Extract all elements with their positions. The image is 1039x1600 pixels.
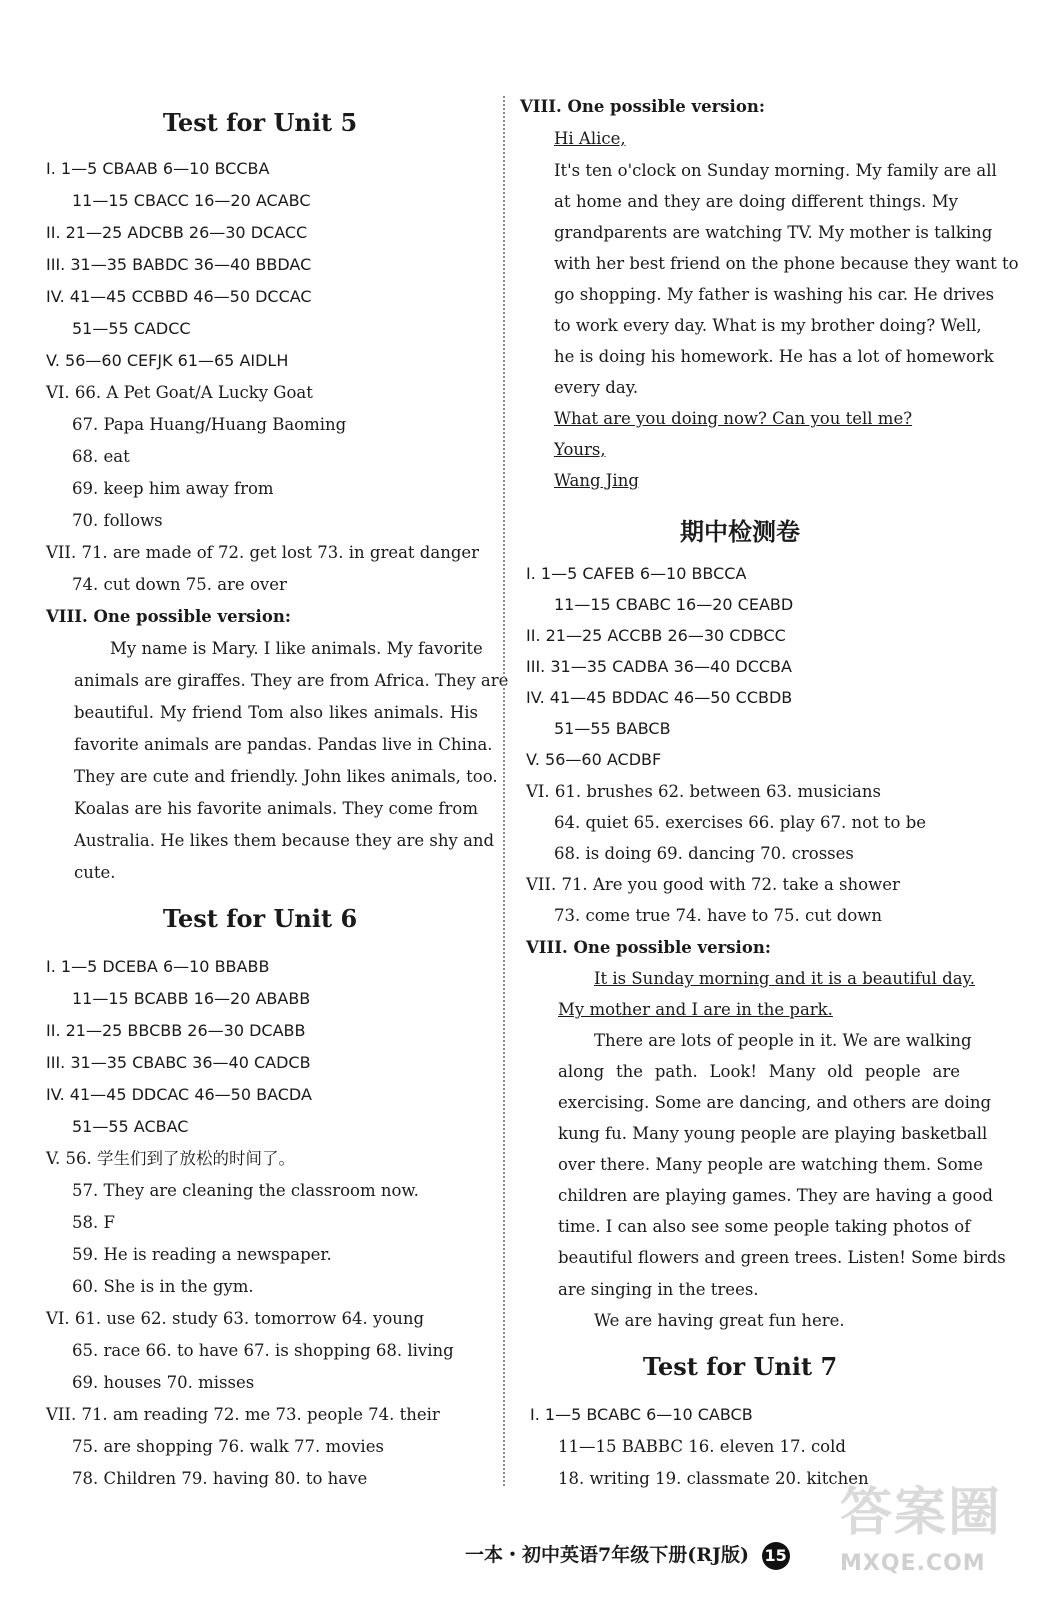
answer-line: 67. Papa Huang/Huang Baoming <box>72 415 347 434</box>
answer-line: 75. are shopping 76. walk 77. movies <box>72 1437 384 1456</box>
essay-line: They are cute and friendly. John likes animals, too. <box>74 767 498 786</box>
answer-line: III. 31—35 CADBA 36—40 DCCBA <box>526 657 792 676</box>
watermark-url: MXQE.COM <box>840 1551 986 1576</box>
letter-line: go shopping. My father is washing his car. He drives <box>554 285 995 304</box>
answer-line: I. 1—5 CAFEB 6—10 BBCCA <box>526 564 747 583</box>
section-label: VIII. One possible version: <box>46 607 291 626</box>
answer-line: V. 56. 学生们到了放松的时间了。 <box>46 1149 296 1168</box>
answer-line: 68. is doing 69. dancing 70. crosses <box>554 844 854 863</box>
answer-line: 11—15 BABBC 16. eleven 17. cold <box>558 1437 846 1456</box>
answer-line: III. 31—35 BABDC 36—40 BBDAC <box>46 255 312 274</box>
essay-line: There are lots of people in it. We are walking <box>594 1031 972 1050</box>
answer-line: II. 21—25 ACCBB 26—30 CDBCC <box>526 626 786 645</box>
answer-line: 70. follows <box>72 511 163 530</box>
answer-line: III. 31—35 CBABC 36—40 CADCB <box>46 1053 311 1072</box>
essay-line: It is Sunday morning and it is a beautiful day. <box>594 969 975 988</box>
answer-line: 69. houses 70. misses <box>72 1373 255 1392</box>
answer-line: 11—15 BCABB 16—20 ABABB <box>72 989 311 1008</box>
watermark-logo: 答案圈 <box>840 1483 1003 1543</box>
essay-line: beautiful flowers and green trees. Listen! Some birds <box>558 1248 1006 1267</box>
letter-line: grandparents are watching TV. My mother is talking <box>554 223 993 242</box>
answer-line: VII. 71. Are you good with 72. take a shower <box>526 875 900 894</box>
essay-line: My name is Mary. I like animals. My favorite <box>110 639 483 658</box>
answer-line: 68. eat <box>72 447 130 466</box>
answer-line: 51—55 BABCB <box>554 719 671 738</box>
essay-line: cute. <box>74 863 116 882</box>
letter-line: What are you doing now? Can you tell me? <box>554 409 913 428</box>
answer-line: VI. 61. use 62. study 63. tomorrow 64. young <box>46 1309 425 1328</box>
answer-line: VI. 66. A Pet Goat/A Lucky Goat <box>46 383 313 402</box>
essay-line: over there. Many people are watching them. Some <box>558 1155 984 1174</box>
unit6-title: Test for Unit 6 <box>162 904 358 933</box>
footer-title: 一本・初中英语7年级下册(RJ版) <box>465 1544 749 1566</box>
answer-line: V. 56—60 CEFJK 61—65 AIDLH <box>46 351 289 370</box>
answer-line: I. 1—5 DCEBA 6—10 BBABB <box>46 957 270 976</box>
answer-line: VII. 71. are made of 72. get lost 73. in great danger <box>46 543 480 562</box>
essay-line: animals are giraffes. They are from Africa. They are <box>74 671 509 690</box>
letter-line: to work every day. What is my brother doing? Well, <box>554 316 982 335</box>
watermark <box>840 1470 1030 1590</box>
letter-line: Yours, <box>554 440 606 459</box>
answer-line: 18. writing 19. classmate 20. kitchen <box>558 1469 869 1488</box>
answer-line: IV. 41—45 CCBBD 46—50 DCCAC <box>46 287 312 306</box>
answer-line: IV. 41—45 DDCAC 46—50 BACDA <box>46 1085 312 1104</box>
letter-line: Hi Alice, <box>554 129 626 148</box>
answer-line: IV. 41—45 BDDAC 46—50 CCBDB <box>526 688 793 707</box>
answer-line: I. 1—5 BCABC 6—10 CABCB <box>530 1405 753 1424</box>
column-divider <box>503 96 505 1486</box>
page-number: 15 <box>762 1542 790 1570</box>
answer-line: 11—15 CBACC 16—20 ACABC <box>72 191 311 210</box>
answer-line: II. 21—25 BBCBB 26—30 DCABB <box>46 1021 306 1040</box>
letter-line: with her best friend on the phone because they want to <box>554 254 1019 273</box>
answer-line: 64. quiet 65. exercises 66. play 67. not to be <box>554 813 927 832</box>
answer-line: 73. come true 74. have to 75. cut down <box>554 906 883 925</box>
answer-line: V. 56—60 ACDBF <box>526 750 662 769</box>
unit5-title: Test for Unit 5 <box>162 108 358 137</box>
answer-line: VII. 71. am reading 72. me 73. people 74. their <box>46 1405 440 1424</box>
section-label: VIII. One possible version: <box>526 938 771 957</box>
answer-line: 57. They are cleaning the classroom now. <box>72 1181 419 1200</box>
answer-line: I. 1—5 CBAAB 6—10 BCCBA <box>46 159 270 178</box>
section-label: VIII. One possible version: <box>520 97 765 116</box>
answer-line: 60. She is in the gym. <box>72 1277 254 1296</box>
letter-line: at home and they are doing different things. My <box>554 192 958 211</box>
answer-line: 59. He is reading a newspaper. <box>72 1245 332 1264</box>
answer-line: 51—55 ACBAC <box>72 1117 189 1136</box>
essay-line: My mother and I are in the park. <box>558 1000 833 1019</box>
page-footer <box>465 1540 790 1570</box>
essay-line: kung fu. Many young people are playing basketball <box>558 1124 988 1143</box>
answer-line: 65. race 66. to have 67. is shopping 68. living <box>72 1341 454 1360</box>
letter-line: every day. <box>554 378 639 397</box>
answer-line: VI. 61. brushes 62. between 63. musicians <box>526 782 881 801</box>
answer-line: 11—15 CBABC 16—20 CEABD <box>554 595 794 614</box>
essay-line: time. I can also see some people taking photos of <box>558 1217 971 1236</box>
essay-line: Australia. He likes them because they are shy and <box>74 831 495 850</box>
essay-line: beautiful. My friend Tom also likes animals. His <box>74 703 478 722</box>
answer-line: 58. F <box>72 1213 115 1232</box>
essay-line: Koalas are his favorite animals. They come from <box>74 799 478 818</box>
essay-line: favorite animals are pandas. Pandas live in China. <box>74 735 493 754</box>
essay-line: exercising. Some are dancing, and others are doing <box>558 1093 992 1112</box>
midterm-title: 期中检测卷 <box>680 517 800 546</box>
answer-line: 74. cut down 75. are over <box>72 575 287 594</box>
letter-line: he is doing his homework. He has a lot of homework <box>554 347 994 366</box>
letter-line: It's ten o'clock on Sunday morning. My family are all <box>554 161 997 180</box>
essay-line: children are playing games. They are having a good <box>558 1186 993 1205</box>
answer-line: 51—55 CADCC <box>72 319 191 338</box>
essay-line: We are having great fun here. <box>594 1311 845 1330</box>
letter-line: Wang Jing <box>554 471 639 490</box>
answer-line: 69. keep him away from <box>72 479 274 498</box>
unit7-title: Test for Unit 7 <box>642 1352 838 1381</box>
answer-line: II. 21—25 ADCBB 26—30 DCACC <box>46 223 308 242</box>
essay-line: are singing in the trees. <box>558 1280 759 1299</box>
essay-line: along the path. Look! Many old people are <box>558 1062 960 1081</box>
answer-line: 78. Children 79. having 80. to have <box>72 1469 368 1488</box>
